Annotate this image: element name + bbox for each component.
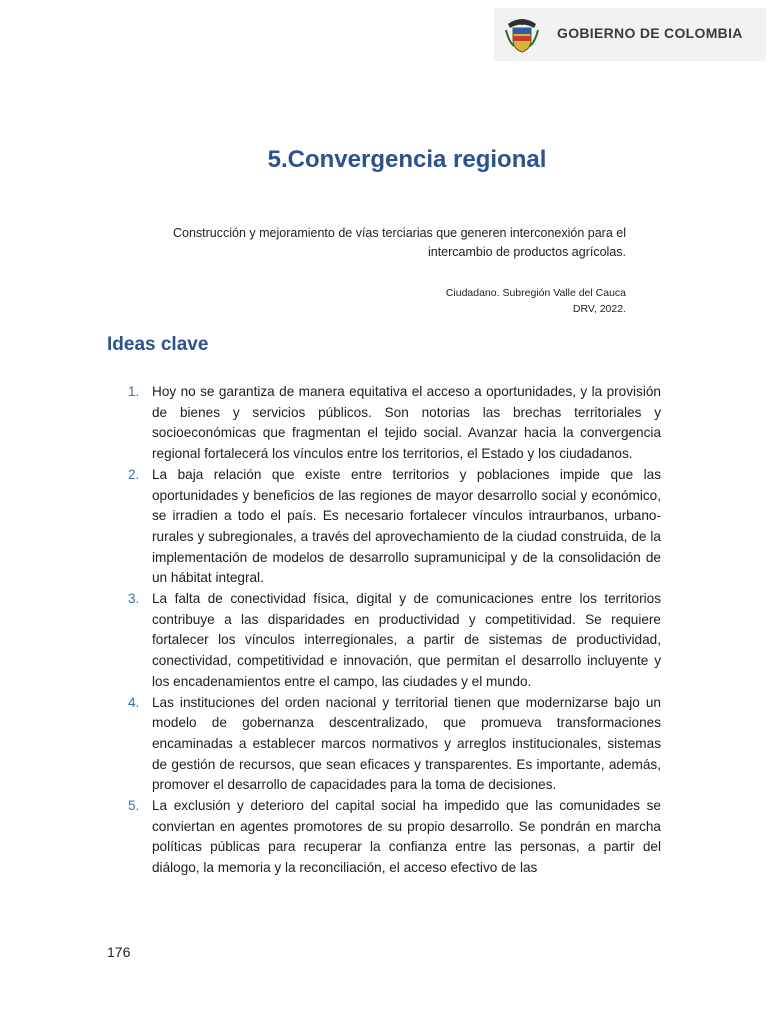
attribution-source: Ciudadano. Subregión Valle del Cauca: [445, 287, 626, 299]
quote-attribution: [300, 285, 626, 317]
item-text: La exclusión y deterioro del capital social ha impedido que las comunidades se conviertan en agentes promotores de su propio desarrollo. Se pondrán en marcha políticas públicas para recuperar la confianza entre las personas, a partir del diálogo, la memoria y la reconciliación, el acceso efectivo de las: [152, 798, 661, 876]
item-number: 3.: [128, 591, 140, 607]
attribution-reference: DRV, 2022.: [572, 303, 626, 315]
page-number: 176: [107, 944, 131, 960]
government-header: [494, 8, 766, 61]
key-idea-item: [128, 465, 661, 589]
item-text: Las instituciones del orden nacional y territorial tienen que modernizarse bajo un modelo de gobernanza descentralizado, que promueva transformaciones encaminadas a establecer marcos normativos y arreglos institucionales, sistemas de gestión de recursos, que sean eficaces y transparentes. Es importante, además, promover el desarrollo de capacidades para la toma de decisiones.: [152, 694, 661, 793]
colombia-coat-of-arms-icon: [504, 16, 540, 54]
key-idea-item: [128, 589, 661, 693]
key-idea-item: [128, 693, 661, 797]
key-idea-item: [128, 382, 661, 465]
key-ideas-list: [128, 382, 661, 879]
chapter-title: 5.Convergencia regional: [267, 146, 547, 173]
item-text: La baja relación que existe entre territorios y poblaciones impide que las oportunidades y beneficios de las regiones de mayor desarrollo social y económico, se irradien a todo el país. Es necesario fortalecer vínculos intraurbanos, urbano-rurales y subregionales, a través del aprovechamiento de la ciudad construida, de la implementación de modelos de desarrollo supramunicipal y de la consolidación de un hábitat integral.: [152, 466, 661, 586]
item-number: 2.: [128, 466, 140, 482]
item-number: 5.: [128, 798, 140, 814]
item-number: 4.: [128, 694, 140, 710]
key-idea-item: [128, 796, 661, 879]
item-number: 1.: [128, 384, 140, 399]
epigraph-quote: Construcción y mejoramiento de vías terciarias que generen interconexión para el intercambio de productos agrícolas.: [172, 226, 626, 259]
key-ideas-title: Ideas clave: [107, 334, 209, 355]
item-text: Hoy no se garantiza de manera equitativa el acceso a oportunidades, y la provisión de bienes y servicios públicos. Son notorias las brechas territoriales y socioeconómicas que fragmentan el tejido social. Avanzar hacia la convergencia regional fortalecerá los vínculos entre los territorios, el Estado y los ciudadanos.: [152, 384, 661, 462]
government-label: GOBIERNO DE COLOMBIA: [557, 25, 743, 41]
item-text: La falta de conectividad física, digital y de comunicaciones entre los territorios contribuye a las disparidades en productividad y competitividad. Se requiere fortalecer los vínculos interregionales, a partir de sistemas de productividad, conectividad, competitividad e innovación, que permitan el desarrollo incluyente y los encadenamientos entre el campo, las ciudades y el mundo.: [152, 591, 661, 689]
